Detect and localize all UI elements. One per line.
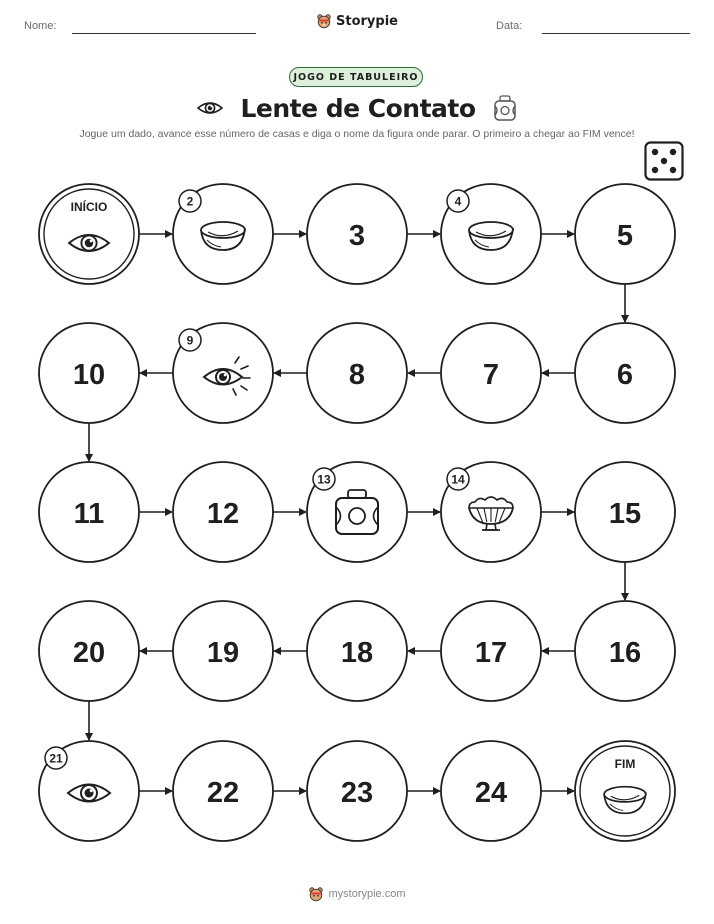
board-space-1 (39, 184, 139, 284)
space-number: 19 (206, 637, 240, 669)
board-space-4 (441, 184, 541, 284)
space-number: 13 (317, 472, 331, 487)
board-space-16 (575, 601, 675, 701)
board-space-22 (173, 741, 273, 841)
space-number: 11 (73, 498, 105, 530)
space-number: 4 (454, 194, 462, 209)
board-space-25 (575, 741, 675, 841)
name-label: Nome: (24, 20, 57, 32)
space-number: 24 (474, 777, 508, 809)
board-space-19 (173, 601, 273, 701)
space-number: 14 (451, 472, 465, 487)
board-space-12 (173, 462, 273, 562)
board-space-23 (307, 741, 407, 841)
space-number: 21 (49, 751, 63, 766)
space-number: 20 (72, 637, 106, 669)
page-title: Lente de Contato (240, 93, 476, 123)
brand-name: Storypie (336, 13, 398, 29)
space-number: 22 (206, 777, 240, 809)
category-badge: JOGO DE TABULEIRO (289, 67, 423, 87)
space-number: 3 (348, 220, 366, 252)
board-space-2 (173, 184, 273, 284)
space-number: 17 (474, 637, 508, 669)
space-number: 23 (340, 777, 374, 809)
space-number: 6 (616, 359, 634, 391)
space-number: 2 (186, 194, 194, 209)
board-space-11 (39, 462, 139, 562)
board-space-7 (441, 323, 541, 423)
board-space-15 (575, 462, 675, 562)
board-space-3 (307, 184, 407, 284)
instructions: Jogue um dado, avance esse número de casas e diga o nome da figura onde parar. O primeiro a chegar ao FIM vence! (79, 128, 635, 140)
board-space-13 (307, 462, 407, 562)
board-space-8 (307, 323, 407, 423)
board-space-20 (39, 601, 139, 701)
board-space-18 (307, 601, 407, 701)
space-number: 8 (348, 359, 366, 391)
footer-site: mystorypie.com (328, 888, 406, 900)
space-number: 18 (340, 637, 374, 669)
board-space-9 (173, 323, 273, 423)
board-space-21 (39, 741, 139, 841)
board-space-6 (575, 323, 675, 423)
start-label: INÍCIO (70, 200, 108, 214)
space-number: 16 (608, 637, 642, 669)
board-space-5 (575, 184, 675, 284)
space-number: 12 (206, 498, 240, 530)
space-number: 9 (186, 333, 194, 348)
footer (0, 886, 714, 902)
board-space-17 (441, 601, 541, 701)
space-number: 15 (608, 498, 642, 530)
space-number: 5 (616, 220, 634, 252)
board-space-14 (441, 462, 541, 562)
date-label: Data: (496, 20, 523, 32)
space-number: 7 (482, 359, 500, 391)
space-number: 10 (72, 359, 106, 391)
board-space-24 (441, 741, 541, 841)
board-space-10 (39, 323, 139, 423)
bear-mascot-icon (308, 886, 324, 902)
end-label: FIM (614, 757, 636, 771)
space-circle (575, 741, 675, 841)
